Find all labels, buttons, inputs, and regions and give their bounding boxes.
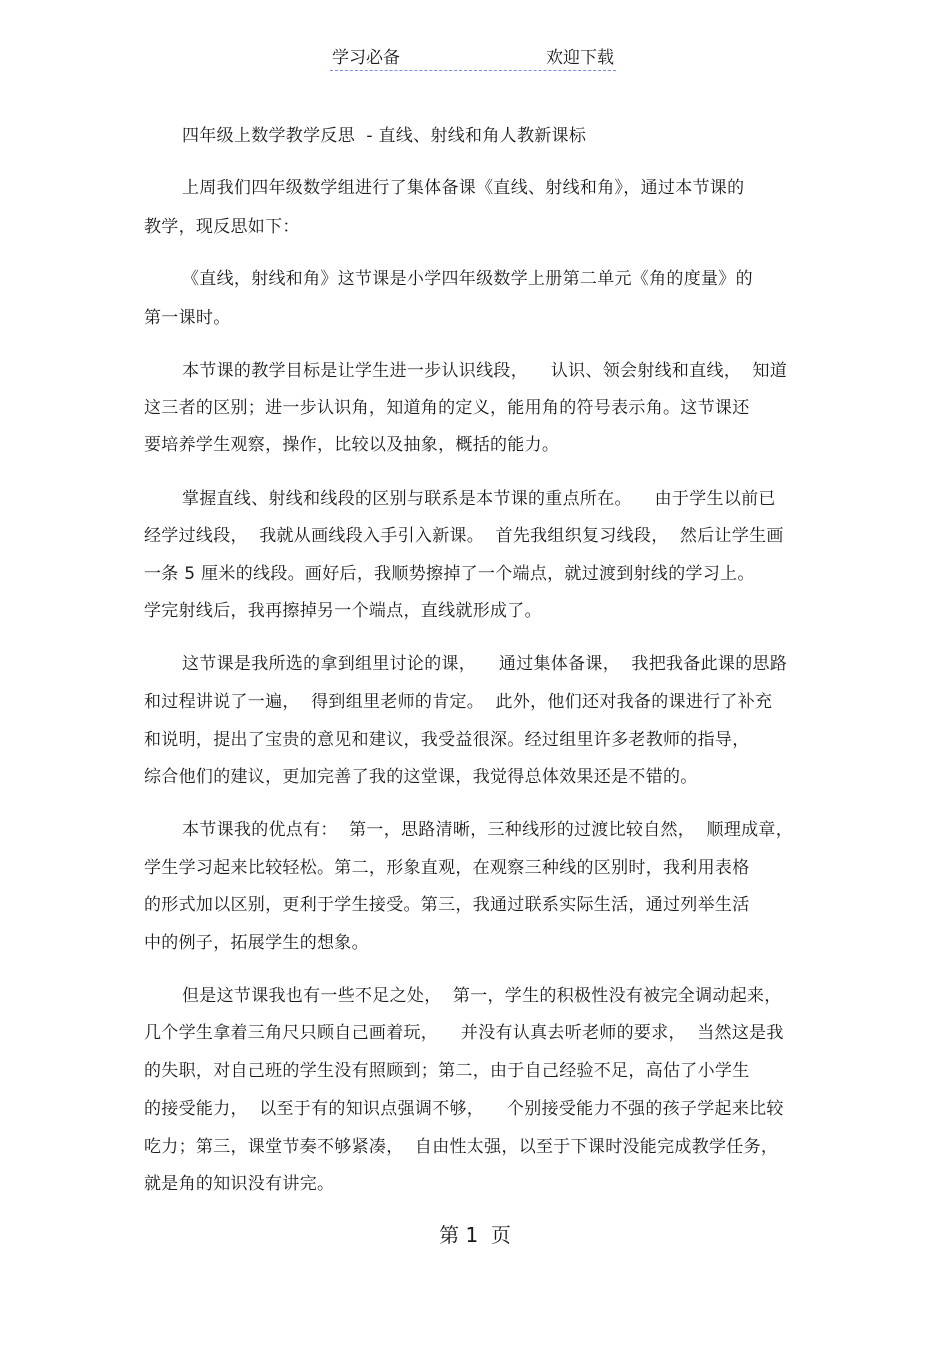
page-header xyxy=(330,44,616,71)
paragraph-line: 的失职，对自己班的学生没有照顾到；第二，由于自己经验不足，高估了小学生 xyxy=(144,1061,750,1081)
paragraph-line: 本节课的教学目标是让学生进一步认识线段， 认识、领会射线和直线， 知道 xyxy=(182,361,788,381)
paragraph-line: 教学，现反思如下： xyxy=(144,217,300,237)
paragraph-line: 学生学习起来比较轻松。第二，形象直观，在观察三种线的区别时，我利用表格 xyxy=(144,858,750,878)
paragraph-line: 掌握直线、射线和线段的区别与联系是本节课的重点所在。 由于学生以前已 xyxy=(182,489,776,509)
paragraph-line: 和过程讲说了一遍， 得到组里老师的肯定。 此外，他们还对我备的课进行了补充 xyxy=(144,692,773,712)
paragraph-line: 第一课时。 xyxy=(144,308,231,328)
paragraph-line: 上周我们四年级数学组进行了集体备课《直线、射线和角》，通过本节课的 xyxy=(182,178,745,198)
paragraph-line: 的接受能力， 以至于有的知识点强调不够， 个别接受能力不强的孩子学起来比较 xyxy=(144,1099,784,1119)
paragraph-line: 中的例子，拓展学生的想象。 xyxy=(144,933,369,953)
paragraph-line: 经学过线段， 我就从画线段入手引入新课。 首先我组织复习线段， 然后让学生画 xyxy=(144,526,784,546)
paragraph-line: 学完射线后，我再擦掉另一个端点，直线就形成了。 xyxy=(144,601,542,621)
document-title: 四年级上数学教学反思 - 直线、射线和角人教新课标 xyxy=(182,126,587,146)
paragraph-line: 就是角的知识没有讲完。 xyxy=(144,1174,335,1194)
paragraph-line: 综合他们的建议，更加完善了我的这堂课，我觉得总体效果还是不错的。 xyxy=(144,767,698,787)
paragraph-line: 和说明，提出了宝贵的意见和建议，我受益很深。经过组里许多老教师的指导， xyxy=(144,730,750,750)
paragraph-line: 一条 5 厘米的线段。画好后，我顺势擦掉了一个端点，就过渡到射线的学习上。 xyxy=(144,564,755,584)
paragraph-line: 但是这节课我也有一些不足之处， 第一，学生的积极性没有被完全调动起来， xyxy=(182,986,782,1006)
paragraph-line: 本节课我的优点有： 第一，思路清晰，三种线形的过渡比较自然， 顺理成章， xyxy=(182,820,794,840)
paragraph-line: 要培养学生观察，操作，比较以及抽象，概括的能力。 xyxy=(144,435,560,455)
paragraph-line: 吃力；第三，课堂节奏不够紧凑， 自由性太强，以至于下课时没能完成教学任务， xyxy=(144,1137,779,1157)
header-left-text: 学习必备 xyxy=(332,48,400,68)
paragraph-line: 这三者的区别；进一步认识角，知道角的定义，能用角的符号表示角。这节课还 xyxy=(144,398,750,418)
paragraph-line: 的形式加以区别，更利于学生接受。第三，我通过联系实际生活，通过列举生活 xyxy=(144,895,750,915)
page-number: 第 1 页 xyxy=(439,1223,511,1247)
paragraph-line: 《直线，射线和角》这节课是小学四年级数学上册第二单元《角的度量》的 xyxy=(182,269,753,289)
header-right-text: 欢迎下载 xyxy=(546,48,614,68)
paragraph-line: 几个学生拿着三角尺只顾自己画着玩， 并没有认真去听老师的要求， 当然这是我 xyxy=(144,1023,784,1043)
paragraph-line: 这节课是我所选的拿到组里讨论的课， 通过集体备课， 我把我备此课的思路 xyxy=(182,654,788,674)
